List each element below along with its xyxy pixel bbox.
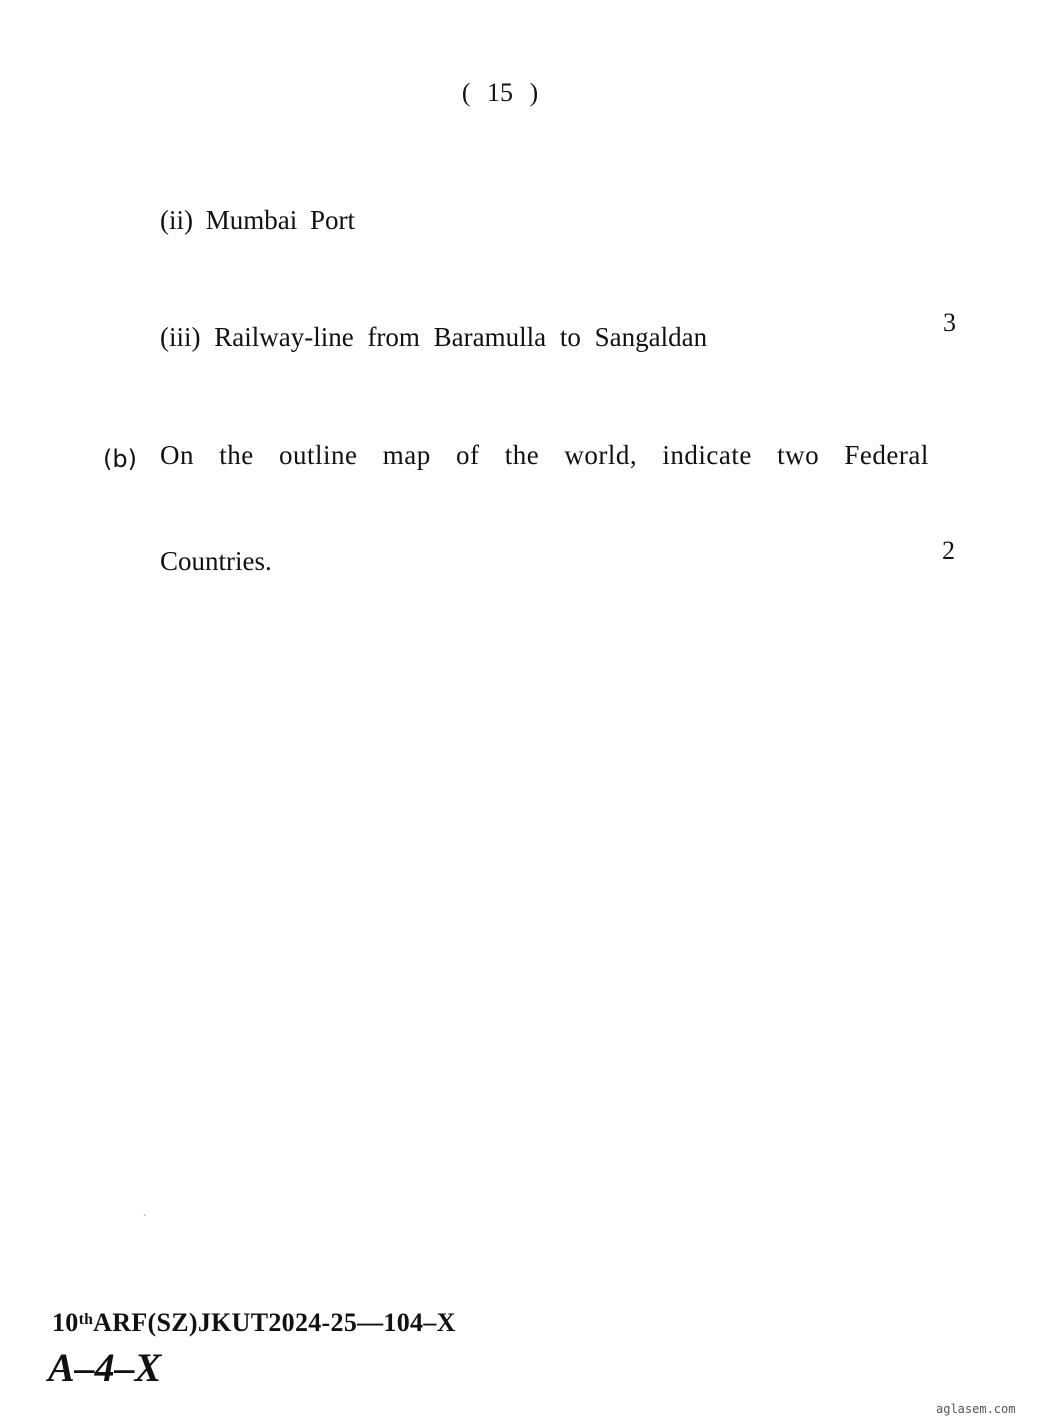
scan-speck: `: [143, 1214, 147, 1225]
question-part-b-text-line1: On the outline map of the world, indicate two Federal: [160, 440, 929, 470]
paper-code: 10ᵗʰARF(SZ)JKUT2024-25—104–X: [52, 1308, 456, 1337]
question-item-iii: (iii) Railway-line from Baramulla to Sangaldan: [160, 322, 708, 352]
watermark: aglasem.com: [936, 1402, 1016, 1416]
marks-item-iii: 3: [943, 308, 956, 337]
question-part-b-label: (b): [103, 445, 137, 473]
set-code: A–4–X: [48, 1345, 162, 1390]
marks-part-b: 2: [942, 536, 955, 565]
question-item-ii: (ii) Mumbai Port: [160, 205, 355, 235]
question-part-b-text-line2: Countries.: [160, 546, 272, 576]
page-number: ( 15 ): [461, 78, 539, 107]
